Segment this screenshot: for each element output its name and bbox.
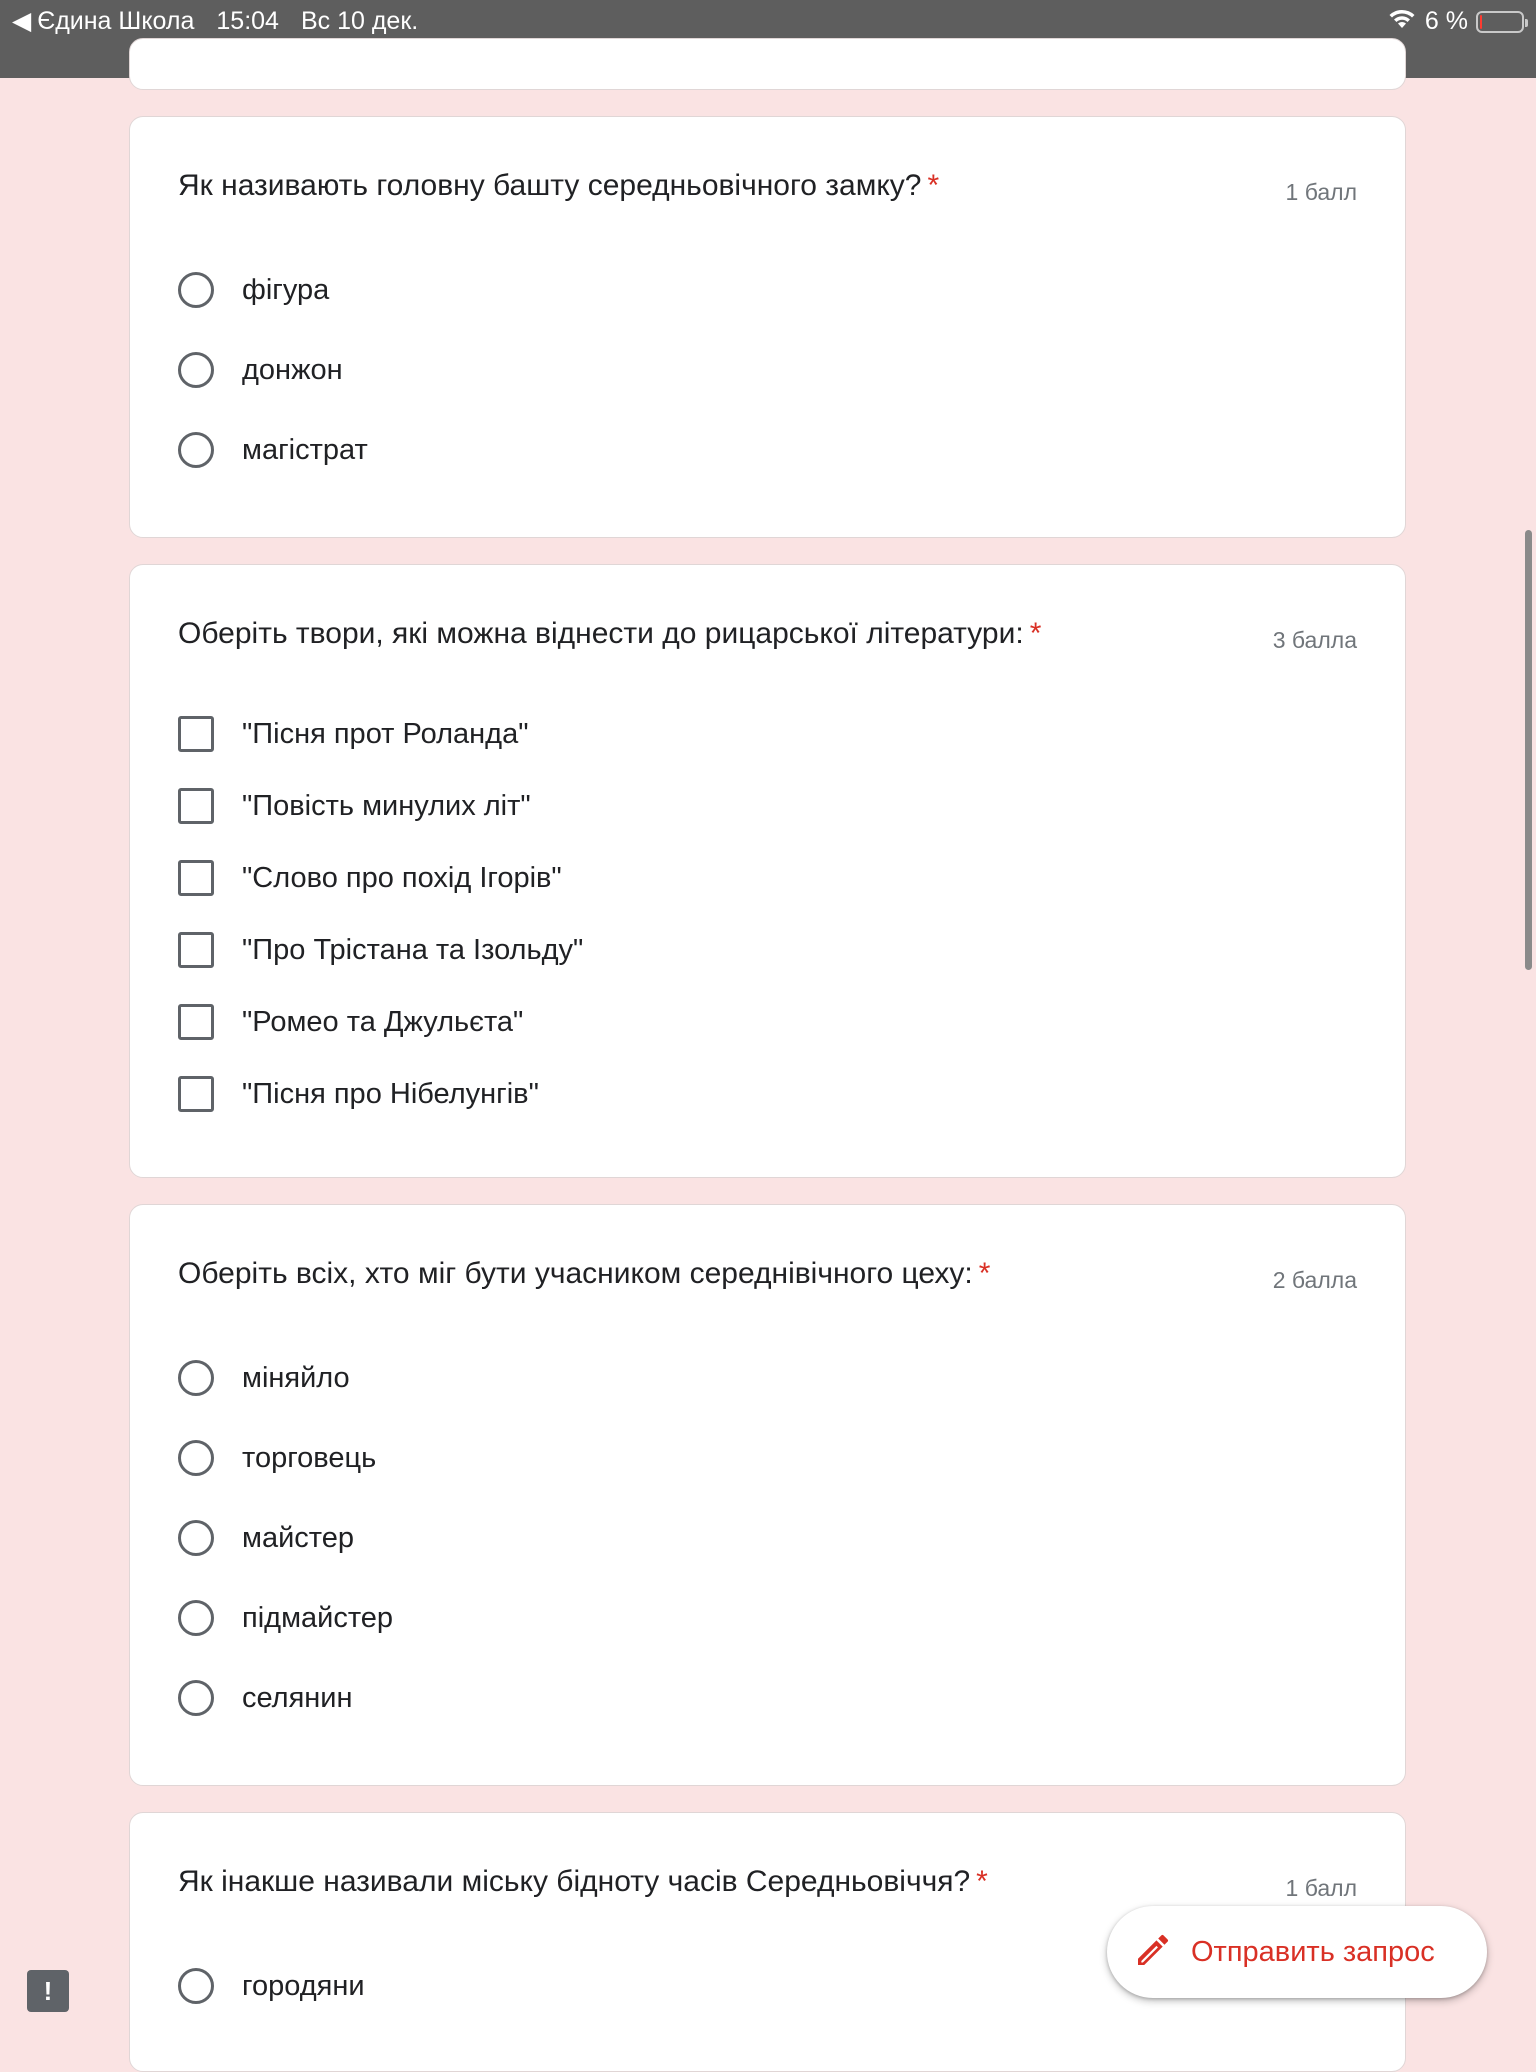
option-label: торговець — [242, 1441, 377, 1474]
radio-option[interactable] — [178, 1593, 393, 1643]
radio-button[interactable] — [178, 1360, 214, 1396]
checkbox[interactable] — [178, 860, 214, 896]
question-title: Оберіть всіх, хто міг бути учасником середнівічного цеху: * — [178, 1257, 991, 1290]
radio-option[interactable] — [178, 1433, 376, 1483]
back-to-app-link[interactable] — [12, 6, 194, 36]
question-points: 2 балла — [1272, 1267, 1357, 1293]
radio-option[interactable] — [178, 345, 343, 395]
radio-button[interactable] — [178, 432, 214, 468]
question-card — [129, 564, 1406, 1178]
radio-button[interactable] — [178, 1600, 214, 1636]
radio-button[interactable] — [178, 1680, 214, 1716]
checkbox-option[interactable] — [178, 925, 583, 975]
radio-button[interactable] — [178, 352, 214, 388]
checkbox[interactable] — [178, 1004, 214, 1040]
question-title: Як називають головну башту середньовічного замку? * — [178, 169, 940, 202]
required-asterisk: * — [978, 1257, 991, 1290]
required-asterisk: * — [927, 169, 940, 202]
back-app-label: Єдина Школа — [37, 6, 195, 35]
checkbox[interactable] — [178, 1076, 214, 1112]
option-label: "Ромео та Джульєта" — [242, 1005, 524, 1038]
back-arrow-icon: ◀ — [12, 7, 32, 35]
option-label: "Повість минулих літ" — [242, 789, 531, 822]
radio-option[interactable] — [178, 1353, 350, 1403]
checkbox[interactable] — [178, 716, 214, 752]
radio-option[interactable] — [178, 265, 329, 315]
option-label: "Пісня прот Роланда" — [242, 717, 529, 750]
option-label: фігура — [242, 273, 330, 306]
checkbox[interactable] — [178, 788, 214, 824]
radio-option[interactable] — [178, 1673, 353, 1723]
option-label: майстер — [242, 1521, 354, 1554]
radio-button[interactable] — [178, 1968, 214, 2004]
question-title: Як інакше називали міську бідноту часів Середньовіччя? * — [178, 1865, 988, 1898]
checkbox-option[interactable] — [178, 781, 531, 831]
option-label: "Слово про похід Ігорів" — [242, 861, 562, 894]
question-card — [129, 116, 1406, 538]
option-label: донжон — [242, 353, 343, 386]
radio-button[interactable] — [178, 272, 214, 308]
radio-button[interactable] — [178, 1440, 214, 1476]
question-points: 3 балла — [1272, 627, 1357, 653]
question-points: 1 балл — [1285, 179, 1357, 205]
checkbox-option[interactable] — [178, 853, 562, 903]
checkbox-option[interactable] — [178, 709, 529, 759]
radio-option[interactable] — [178, 425, 368, 475]
battery-icon — [1476, 11, 1524, 33]
status-date: Вс 10 дек. — [300, 6, 419, 35]
scrollbar-thumb[interactable] — [1525, 530, 1532, 970]
option-label: підмайстер — [242, 1601, 394, 1634]
option-label: "Пісня про Нібелунгів" — [242, 1077, 539, 1110]
option-label: селянин — [242, 1681, 353, 1714]
option-label: міняйло — [242, 1361, 350, 1394]
submit-request-label: Отправить запрос — [1191, 1935, 1435, 1968]
battery-level-fill — [1480, 15, 1482, 29]
radio-button[interactable] — [178, 1520, 214, 1556]
question-card — [129, 1204, 1406, 1786]
option-label: магістрат — [242, 433, 368, 466]
wifi-icon — [1387, 6, 1417, 37]
question-title: Оберіть твори, які можна віднести до рицарської літератури: * — [178, 617, 1042, 650]
radio-option[interactable] — [178, 1513, 354, 1563]
required-asterisk: * — [976, 1865, 988, 1898]
radio-option[interactable] — [178, 1961, 365, 2011]
status-time: 15:04 — [216, 6, 279, 35]
question-points: 1 балл — [1285, 1875, 1357, 1901]
feedback-icon[interactable]: ! — [27, 1970, 69, 2012]
required-asterisk: * — [1029, 617, 1042, 650]
checkbox-option[interactable] — [178, 1069, 539, 1119]
checkbox[interactable] — [178, 932, 214, 968]
submit-request-button[interactable] — [1107, 1906, 1487, 1998]
previous-question-card — [129, 38, 1406, 90]
battery-percent: 6 % — [1424, 7, 1468, 35]
option-label: городяни — [242, 1969, 365, 2002]
checkbox-option[interactable] — [178, 997, 523, 1047]
option-label: "Про Трістана та Ізольду" — [242, 933, 584, 966]
pencil-icon — [1133, 1930, 1173, 1975]
